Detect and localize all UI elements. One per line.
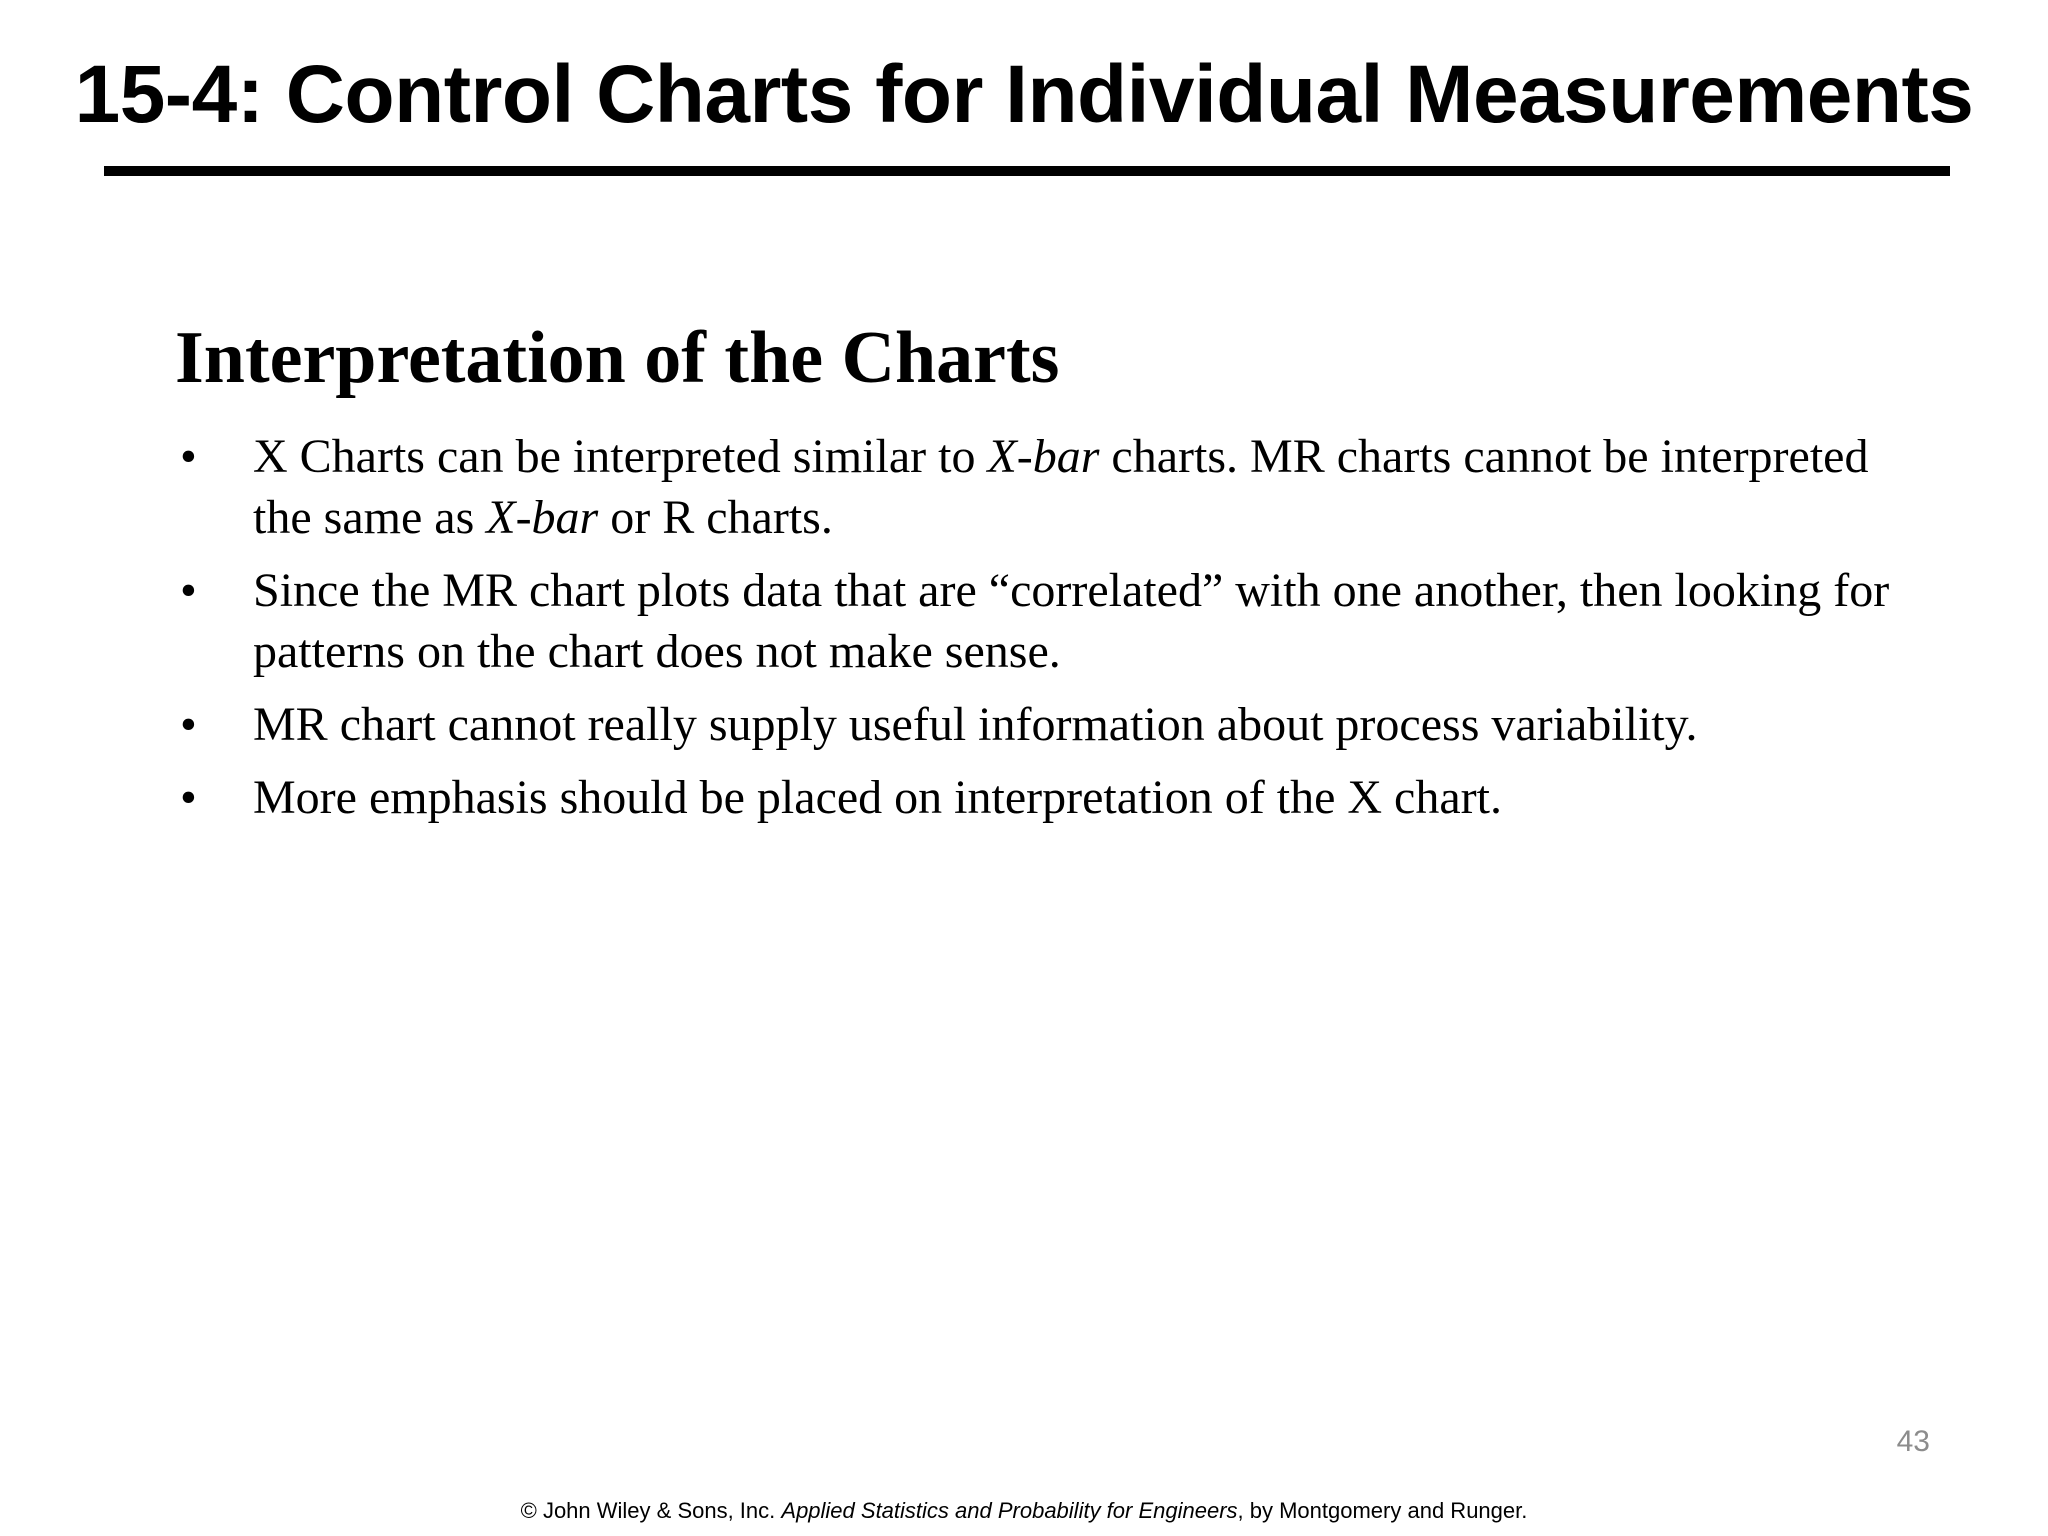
bullet-item-4 xyxy=(175,767,1935,828)
footer-book-title: Applied Statistics and Probability for Engineers xyxy=(781,1498,1238,1523)
bullet-item-1 xyxy=(175,426,1935,548)
bullet-item-3 xyxy=(175,694,1935,755)
bullet-icon: • xyxy=(180,430,197,483)
title-underline xyxy=(104,166,1950,176)
footer-suffix: , by Montgomery and Runger. xyxy=(1237,1498,1528,1523)
section-heading: Interpretation of the Charts xyxy=(175,317,1060,399)
bullet-item-2 xyxy=(175,560,1935,682)
footer-prefix: © John Wiley & Sons, Inc. xyxy=(520,1498,782,1523)
bullet-text-2: Since the MR chart plots data that are “correlated” with one another, then looking for patterns on the chart does not make sense. xyxy=(253,564,1890,678)
bullet-icon: • xyxy=(180,771,197,824)
bullet-list xyxy=(175,426,1935,840)
bullet-icon: • xyxy=(180,564,197,617)
bullet-text-3: MR chart cannot really supply useful information about process variability. xyxy=(253,698,1698,751)
bullet-icon: • xyxy=(180,698,197,751)
page-number: 43 xyxy=(1896,1425,1930,1458)
bullet-text-4: More emphasis should be placed on interpretation of the X chart. xyxy=(253,771,1502,824)
slide-title: 15-4: Control Charts for Individual Measurements xyxy=(74,49,1974,140)
bullet-text-1: X Charts can be interpreted similar to X-bar charts. MR charts cannot be interpreted the same as X-bar or R charts. xyxy=(253,430,1869,544)
copyright-footer xyxy=(0,1498,2048,1524)
